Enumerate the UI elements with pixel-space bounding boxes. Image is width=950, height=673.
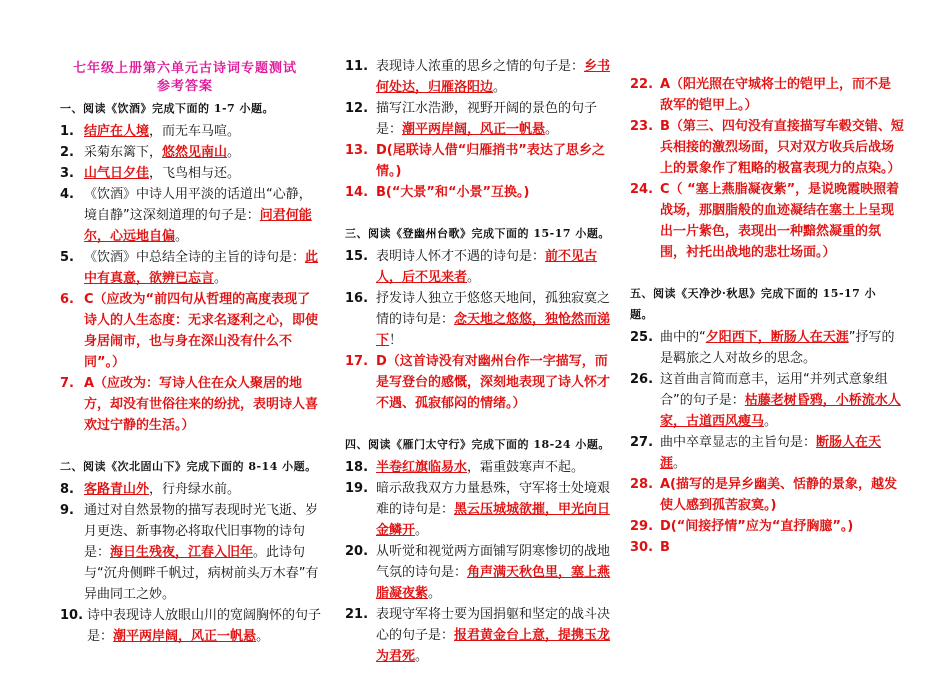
column-3	[630, 53, 904, 558]
question-17: 17. D（这首诗没有对幽州台作一字描写，而是写登台的感慨，深刻地表现了诗人怀才不遇、孤寂郁闷的情绪。）	[345, 351, 615, 414]
answer-text: 悠然见南山	[162, 145, 228, 160]
question-6: 6. C（应改为“前四句从哲理的高度表现了诗人的人生态度：无求名逐利之心，即使身居闹市，也与身在深山没有什么不同”。）	[60, 289, 322, 373]
question-26: 26. 这首曲言简而意丰，运用“并列式意象组合”的句子是：枯藤老树昏鸦，小桥流水人家，古道西风瘦马。	[630, 372, 901, 429]
question-9: 9. 通过对自然景物的描写表现时光飞逝、岁月更迭、新事物必将取代旧事物的诗句是：海日生残夜，江春入旧年。此诗句与“沉舟侧畔千帆过，病树前头万木春”有异曲同工之妙。	[60, 503, 319, 602]
question-15: 15. 表明诗人怀才不遇的诗句是：前不见古人，后不见来者。	[345, 249, 598, 285]
answer-text: 断肠人在天涯	[660, 435, 882, 471]
answer-text: 潮平两岸阔，风正一帆悬	[113, 629, 257, 644]
question-7: 7. A（应改为：写诗人住在众人聚居的地方，却没有世俗往来的纷扰，表明诗人喜欢过宁静的生活。）	[60, 373, 322, 436]
question-8: 8. 客路青山外，行舟绿水前。	[60, 482, 241, 497]
answer-text: A（应改为：写诗人住在众人聚居的地方，却没有世俗往来的纷扰，表明诗人喜欢过宁静的生活。）	[84, 376, 319, 433]
answer-text: 海日生残夜，江春入旧年	[110, 545, 254, 560]
answer-text: 客路青山外	[84, 482, 150, 497]
answer-text: A（阳光照在守城将士的铠甲上，而不是敌军的铠甲上。）	[660, 77, 892, 113]
question-14: 14. B(“大景”和“小景”互换。)	[345, 182, 615, 203]
section-heading-1: 一、阅读《饮酒》完成下面的 1-7 小题。	[60, 102, 275, 115]
question-20: 20. 从听觉和视觉两方面铺写阴寒惨切的战地气氛的诗句是：角声满天秋色里，塞上燕脂凝夜紫。	[345, 544, 611, 601]
answer-text: 黑云压城城欲摧，甲光向日金鳞开	[376, 502, 611, 538]
question-1: 1. 结庐在人境，而无车马喧。	[60, 124, 241, 139]
answer-text: B（第三、四句没有直接描写车毂交错、短兵相接的激烈场面，只对双方收兵后战场上的景象作了粗略的极富表现力的点染。）	[660, 119, 904, 176]
question-23: 23. B（第三、四句没有直接描写车毂交错、短兵相接的激烈场面，只对双方收兵后战场上的景象作了粗略的极富表现力的点染。）	[630, 116, 904, 179]
answer-text: 夕阳西下，断肠人在天涯	[705, 330, 849, 345]
answer-text: A(描写的是异乡幽美、恬静的景象，越发使人感到孤苦寂寞。)	[660, 477, 898, 513]
answer-text: D(“间接抒情”应为“直抒胸臆”。)	[660, 519, 854, 534]
question-2: 2. 采菊东篱下，悠然见南山。	[60, 145, 241, 160]
question-16: 16. 抒发诗人独立于悠悠天地间，孤独寂寞之情的诗句是：念天地之悠悠，独怆然而涕下！	[345, 291, 611, 348]
question-18: 18. 半卷红旗临易水，霜重鼓寒声不起。	[345, 460, 585, 475]
answer-text: 半卷红旗临易水	[376, 460, 468, 475]
question-12: 12. 描写江水浩渺，视野开阔的景色的句子是：潮平两岸阔，风正一帆悬。	[345, 101, 598, 137]
question-10: 10. 诗中表现诗人放眼山川的宽阔胸怀的句子是：潮平两岸阔，风正一帆悬。	[60, 608, 322, 644]
question-24: 24. C（ “塞上燕脂凝夜紫”，是说晚霞映照着战场，那胭脂般的血迹凝结在塞土上呈现出一片紫色，表现出一种黯然凝重的氛围，衬托出战地的悲壮场面。）	[630, 179, 904, 263]
answer-text: B	[660, 540, 670, 555]
answer-text: D（这首诗没有对幽州台作一字描写，而是写登台的感慨，深刻地表现了诗人怀才不遇、孤寂郁闷的情绪。）	[376, 354, 611, 411]
question-3: 3. 山气日夕佳，飞鸟相与还。	[60, 166, 241, 181]
answer-text: 枯藤老树昏鸦，小桥流水人家，古道西风瘦马	[660, 393, 901, 429]
answer-text: 乡书何处达，归雁洛阳边	[376, 59, 611, 95]
question-22: 22. A（阳光照在守城将士的铠甲上，而不是敌军的铠甲上。）	[630, 74, 904, 116]
doc-title: 七年级上册第六单元古诗词专题测试	[72, 61, 297, 76]
section-heading-3: 三、阅读《登幽州台歌》完成下面的 15-17 小题。	[345, 227, 610, 240]
question-19: 19. 暗示敌我双方力量悬殊，守军将士处境艰难的诗句是：黑云压城城欲摧，甲光向日金鳞开。	[345, 481, 611, 538]
answer-text: 角声满天秋色里，塞上燕脂凝夜紫	[376, 565, 611, 601]
question-13: 13. D(尾联诗人借“归雁捎书”表达了思乡之情。)	[345, 140, 615, 182]
answer-text: 报君黄金台上意，提携玉龙为君死	[376, 628, 611, 664]
answer-text: 结庐在人境	[84, 124, 150, 139]
answer-text: 前不见古人，后不见来者	[376, 249, 598, 285]
question-28: 28. A(描写的是异乡幽美、恬静的景象，越发使人感到孤苦寂寞。)	[630, 474, 904, 516]
question-21: 21. 表现守军将士要为国捐躯和坚定的战斗决心的句子是：报君黄金台上意，提携玉龙为君死。	[345, 607, 611, 664]
column-2	[345, 56, 615, 667]
doc-subtitle: 参考答案	[156, 79, 213, 94]
answer-text: 问君何能尔，心远地自偏	[84, 208, 312, 244]
answer-text: C（ “塞上燕脂凝夜紫”，是说晚霞映照着战场，那胭脂般的血迹凝结在塞土上呈现出一片紫色，表现出一种黯然凝重的氛围，衬托出战地的悲壮场面。）	[660, 182, 900, 260]
question-5: 5. 《饮酒》中总结全诗的主旨的诗句是：此中有真意，欲辨已忘言。	[60, 250, 319, 286]
question-25: 25. 曲中的“夕阳西下，断肠人在天涯”抒写的是羁旅之人对故乡的思念。	[630, 330, 895, 366]
answer-text: 潮平两岸阔，风正一帆悬	[402, 122, 546, 137]
answer-text: C（应改为“前四句从哲理的高度表现了诗人的人生态度：无求名逐利之心，即使身居闹市，也与身在深山没有什么不同”。）	[84, 292, 319, 370]
question-27: 27. 曲中卒章显志的主旨句是：断肠人在天涯。	[630, 435, 882, 471]
question-30: 30. B	[630, 537, 904, 558]
section-heading-5: 五、阅读《天净沙·秋思》完成下面的 15-17 小 题。	[630, 287, 877, 321]
question-4: 4. 《饮酒》中诗人用平淡的话道出“心静，境自静”这深刻道理的句子是：问君何能尔，心远地自偏。	[60, 187, 312, 244]
column-1	[60, 60, 322, 647]
answer-text: 此中有真意，欲辨已忘言	[84, 250, 319, 286]
question-29: 29. D(“间接抒情”应为“直抒胸臆”。)	[630, 516, 904, 537]
answer-text: D(尾联诗人借“归雁捎书”表达了思乡之情。)	[376, 143, 605, 179]
question-11: 11. 表现诗人浓重的思乡之情的句子是：乡书何处达，归雁洛阳边。	[345, 59, 611, 95]
answer-text: B(“大景”和“小景”互换。)	[376, 185, 530, 200]
answer-text: 念天地之悠悠，独怆然而涕下	[376, 312, 611, 348]
section-heading-2: 二、阅读《次北固山下》完成下面的 8-14 小题。	[60, 460, 317, 473]
section-heading-4: 四、阅读《雁门太守行》完成下面的 18-24 小题。	[345, 438, 610, 451]
answer-text: 山气日夕佳	[84, 166, 150, 181]
